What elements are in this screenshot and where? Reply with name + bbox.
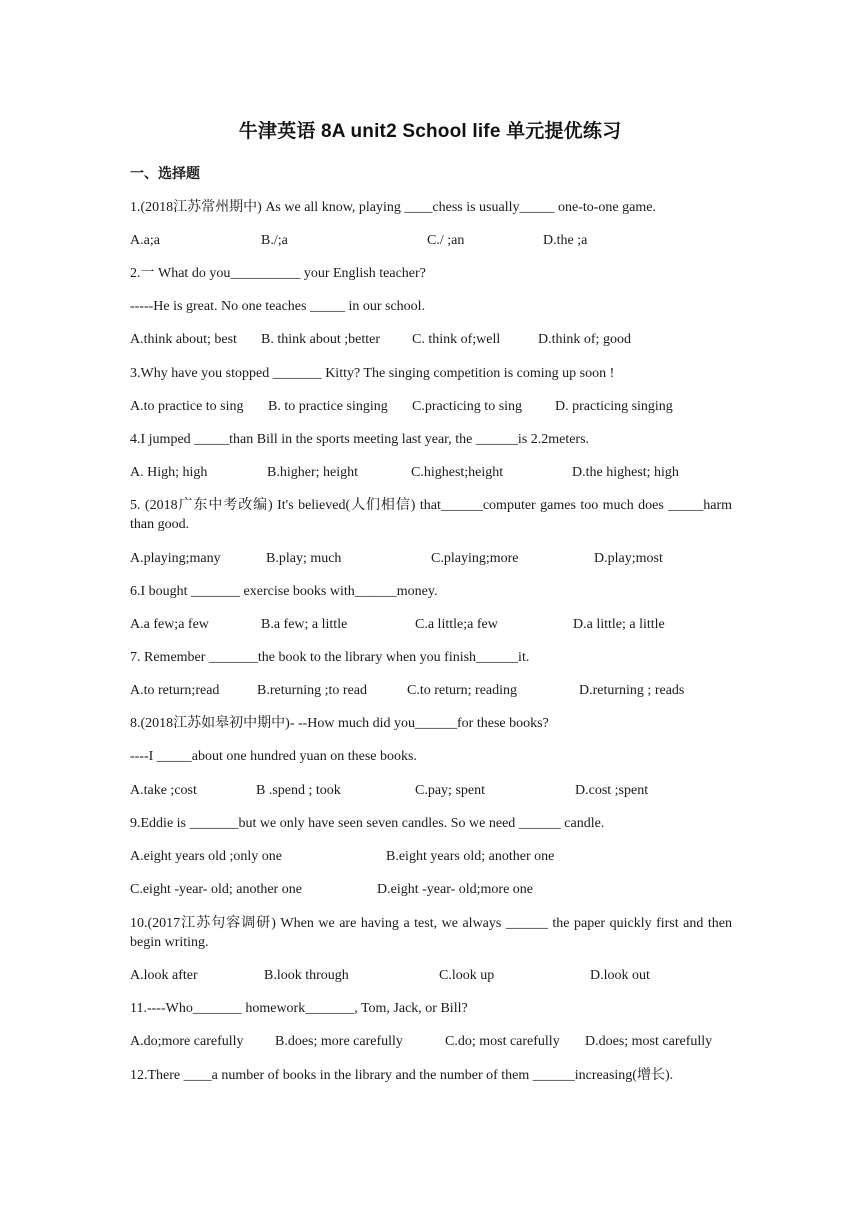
option-b: B.a few; a little: [261, 617, 348, 632]
option-a: A.eight years old ;only one: [130, 849, 283, 864]
option-a: A.playing;many: [130, 551, 221, 566]
option-b: B./;a: [261, 233, 288, 248]
option-b: B.eight years old; another one: [386, 849, 555, 864]
option-d: D.a little; a little: [573, 617, 665, 632]
option-d: D.cost ;spent: [575, 783, 649, 798]
option-b: B .spend ; took: [256, 783, 341, 798]
option-b: B.does; more carefully: [275, 1034, 403, 1049]
option-c: C.highest;height: [411, 465, 504, 480]
option-c: C.practicing to sing: [412, 399, 523, 414]
option-d: D.eight -year- old;more one: [377, 882, 533, 897]
option-a: A.to return;read: [130, 683, 220, 698]
option-a: A.think about; best: [130, 332, 237, 347]
option-c: C. think of;well: [412, 332, 501, 347]
option-d: D. practicing singing: [555, 399, 673, 414]
question-stem: 5. (2018广东中考改编) It's believed(人们相信) that______computer games too much does _____harm than good.: [130, 498, 732, 532]
question-stem-reply: -----He is great. No one teaches _____ in our school.: [130, 299, 426, 314]
option-d: D.the highest; high: [572, 465, 679, 480]
option-d: D.think of; good: [538, 332, 631, 347]
option-d: D.look out: [590, 968, 650, 983]
option-a: A.do;more carefully: [130, 1034, 244, 1049]
option-a: A.a few;a few: [130, 617, 209, 632]
option-b: B.play; much: [266, 551, 342, 566]
option-c: C.eight -year- old; another one: [130, 882, 302, 897]
option-a: A.to practice to sing: [130, 399, 244, 414]
option-c: C.do; most carefully: [445, 1034, 560, 1049]
option-a: A.look after: [130, 968, 198, 983]
question-stem: 11.----Who_______ homework_______, Tom, Jack, or Bill?: [130, 1001, 468, 1016]
question-stem: 4.I jumped _____than Bill in the sports meeting last year, the ______is 2.2meters.: [130, 432, 590, 447]
question-stem-reply: ----I _____about one hundred yuan on these books.: [130, 749, 417, 764]
option-a: A.a;a: [130, 233, 160, 248]
question-stem: 3.Why have you stopped _______ Kitty? The singing competition is coming up soon !: [130, 366, 615, 381]
question-stem: 1.(2018江苏常州期中) As we all know, playing ____chess is usually_____ one-to-one game.: [130, 200, 656, 215]
option-b: B. to practice singing: [268, 399, 388, 414]
option-c: C.playing;more: [431, 551, 519, 566]
section-heading: 一、选择题: [130, 165, 200, 181]
question-stem: 9.Eddie is _______but we only have seen seven candles. So we need ______ candle.: [130, 816, 605, 831]
page-title: 牛津英语 8A unit2 School life 单元提优练习: [238, 121, 622, 142]
option-b: B. think about ;better: [261, 332, 380, 347]
option-d: D.returning ; reads: [579, 683, 685, 698]
option-c: C./ ;an: [427, 233, 465, 248]
option-c: C.to return; reading: [407, 683, 518, 698]
question-stem: 7. Remember _______the book to the library when you finish______it.: [130, 650, 530, 665]
option-b: B.returning ;to read: [257, 683, 368, 698]
option-c: C.pay; spent: [415, 783, 485, 798]
question-stem: 2.一 What do you__________ your English teacher?: [130, 266, 426, 281]
option-c: C.look up: [439, 968, 495, 983]
option-d: D.the ;a: [543, 233, 588, 248]
question-stem: 8.(2018江苏如皋初中期中)- --How much did you______for these books?: [130, 716, 549, 731]
option-d: D.play;most: [594, 551, 663, 566]
option-b: B.higher; height: [267, 465, 358, 480]
option-c: C.a little;a few: [415, 617, 498, 632]
question-stem: 10.(2017江苏句容调研) When we are having a test, we always ______ the paper quickly first and then begin writing.: [130, 916, 732, 950]
option-d: D.does; most carefully: [585, 1034, 713, 1049]
option-a: A.take ;cost: [130, 783, 197, 798]
option-a: A. High; high: [130, 465, 208, 480]
option-b: B.look through: [264, 968, 349, 983]
question-stem: 12.There ____a number of books in the library and the number of them ______increasing(增长).: [130, 1068, 674, 1083]
question-stem: 6.I bought _______ exercise books with______money.: [130, 584, 438, 599]
